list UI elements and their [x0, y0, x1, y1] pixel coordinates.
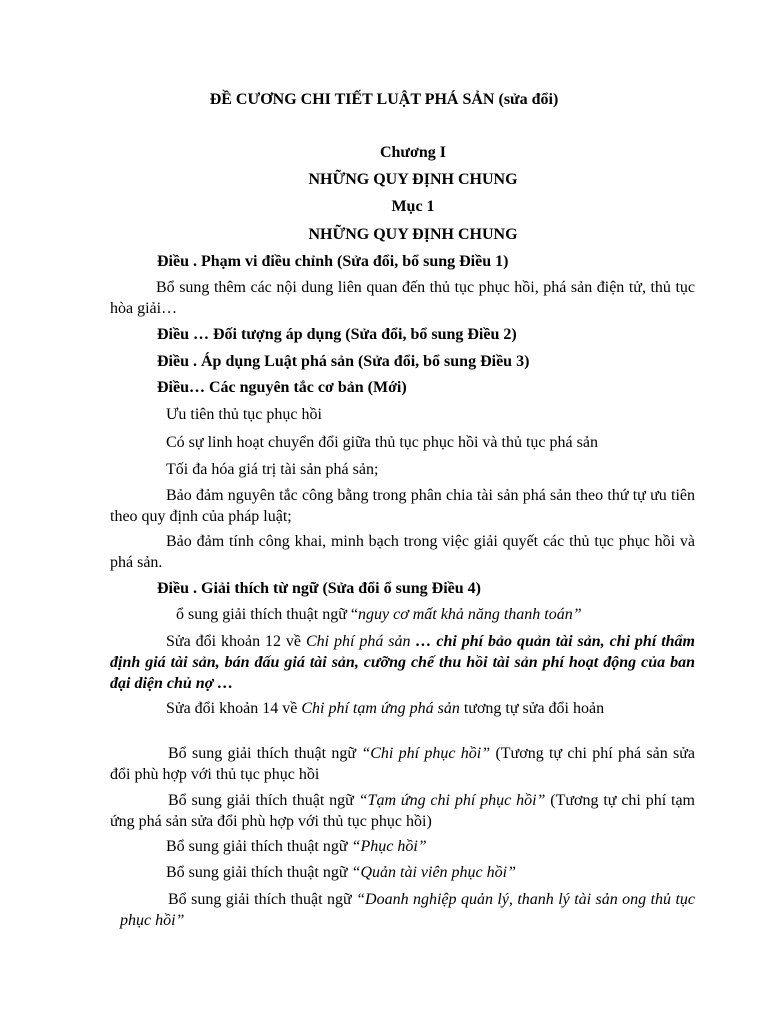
term-text: Bổ sung giải thích thuật ngữ [168, 745, 362, 762]
principle-item: Có sự linh hoạt chuyển đổi giữa thủ tục phục hồi và thủ tục phá sản [166, 434, 598, 451]
term-paragraph-3 [166, 699, 604, 720]
article-apply-heading: Điều . Áp dụng Luật phá sản (Sửa đổi, bổ sung Điều 3) [157, 353, 530, 370]
term-italic: “Doanh nghiệp quản lý, thanh lý tài sản ong thủ tục phục hồi” [120, 891, 696, 929]
term-text: Sửa đổi khoản 14 về [166, 700, 302, 717]
chapter-name: NHỮNG QUY ĐỊNH CHUNG [308, 171, 518, 188]
section-name: NHỮNG QUY ĐỊNH CHUNG [308, 226, 518, 243]
term-paragraph-2 [110, 632, 695, 694]
principle-item: Bảo đảm tính công khai, minh bạch trong việc giải quyết các thủ tục phục hồi và phá sản. [110, 533, 695, 571]
article-scope-heading: Điều . Phạm vi điều chỉnh (Sửa đổi, bổ sung Điều 1) [157, 253, 509, 270]
principle-item: Bảo đảm nguyên tắc công bằng trong phân chia tài sản phá sản theo thứ tự ưu tiên theo quy định của pháp luật; [110, 487, 695, 525]
term-italic: “Chi phí phục hồi” [361, 745, 491, 762]
term-paragraph-5 [110, 791, 695, 833]
term-paragraph-8 [120, 890, 695, 932]
principle-item: Tối đa hóa giá trị tài sản phá sản; [166, 461, 379, 478]
article-terms-heading: Điều . Giải thích từ ngữ (Sửa đổi ổ sung Điều 4) [157, 580, 481, 597]
term-text: Bổ sung giải thích thuật ngữ [166, 838, 352, 855]
term-italic: Chi phí phá sản [305, 633, 411, 650]
term-paragraph-4 [110, 744, 695, 786]
term-paragraph-1 [176, 605, 582, 626]
term-bold-italic: … chi phí bảo quản tài sản, chi phí thẩm định giá tài sản, bán đấu giá tài sản, cưỡng chế thu hồi tài sản phí hoạt động của ban đại diện chủ nợ … [110, 633, 695, 692]
principle-item: Ưu tiên thủ tục phục hồi [166, 406, 322, 423]
term-text: tương tự sửa đổi hoản [459, 700, 605, 717]
term-text: Sửa đổi khoản 12 về [166, 633, 306, 650]
term-italic: “Phục hồi” [351, 838, 427, 855]
term-text: ổ sung giải thích thuật ngữ “ [176, 606, 358, 623]
term-text: (Tương tự chi phí tạm ứng phá sản sửa đổi phù hợp với thủ tục phục hồi) [110, 792, 696, 830]
term-paragraph-6 [166, 837, 427, 858]
term-text: Bổ sung giải thích thuật ngữ [168, 792, 359, 809]
term-italic: “Quản tài viên phục hồi” [351, 864, 516, 881]
chapter-number: Chương I [379, 144, 447, 161]
term-italic: “Tạm ứng chi phí phục hồi” [358, 792, 546, 809]
term-text: Bổ sung giải thích thuật ngữ [166, 864, 352, 881]
term-text: Bổ sung giải thích thuật ngữ [168, 891, 357, 908]
document-title: ĐỀ CƯƠNG CHI TIẾT LUẬT PHÁ SẢN (sửa đổi) [209, 91, 559, 108]
scope-paragraph: Bổ sung thêm các nội dung liên quan đến thủ tục phục hồi, phá sản điện tử, thủ tục hòa giải… [110, 279, 695, 317]
article-subjects-heading: Điều … Đối tượng áp dụng (Sửa đổi, bổ sung Điều 2) [157, 326, 517, 343]
section-number: Mục 1 [391, 198, 435, 215]
term-paragraph-7 [166, 863, 516, 884]
term-text: (Tương tự chi phí phá sản sửa đổi phù hợp với thủ tục phục hồi [110, 745, 696, 783]
article-principles-heading: Điều… Các nguyên tắc cơ bản (Mới) [157, 379, 407, 396]
term-italic: nguy cơ mất khả năng thanh toán” [357, 606, 582, 623]
term-italic: Chi phí tạm ứng phá sản [301, 700, 460, 717]
